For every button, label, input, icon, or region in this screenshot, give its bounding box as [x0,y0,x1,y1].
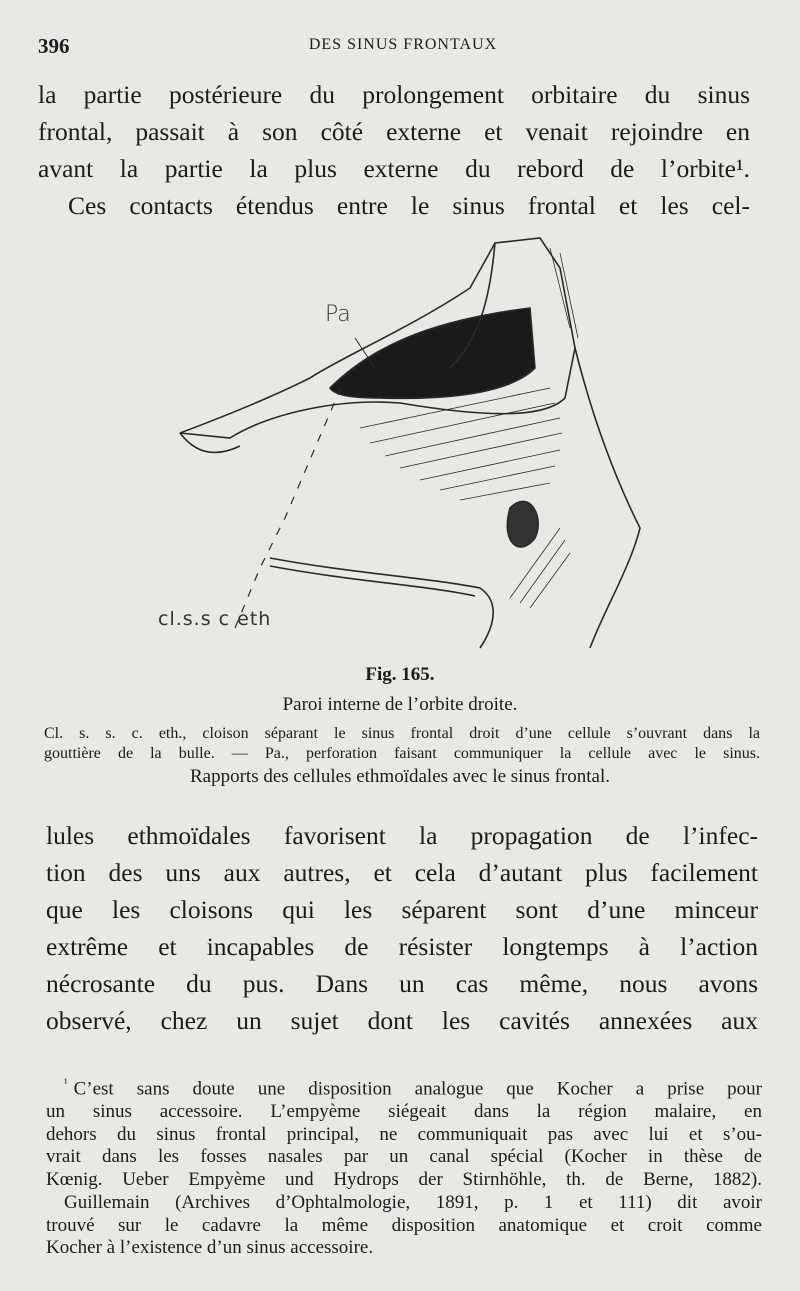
text-line: tion des uns aux autres, et cela d’autant plus facilement [46,858,758,887]
text-line: Ces contacts étendus entre le sinus frontal et les cel- [68,191,750,220]
text-line: observé, chez un sujet dont les cavités annexées aux [46,1006,758,1035]
footnote-text: C’est sans doute une disposition analogue que Kocher a prise pour [73,1078,762,1100]
text-line: lules ethmoïdales favorisent la propagation de l’infec- [46,821,758,850]
footnote-line: trouvé sur le cadavre la même disposition anatomique et croit comme [46,1214,762,1236]
figure-subtitle: Rapports des cellules ethmoïdales avec le sinus frontal. [190,766,610,787]
anatomical-figure [150,228,650,658]
footnote-line: Kocher à l’existence d’un sinus accessoire. [46,1237,374,1259]
footnote-line: Kœnig. Ueber Empyème und Hydrops der Stirnhöhle, th. de Berne, 1882). [46,1169,762,1191]
figure-legend [44,724,760,764]
text-line: avant la partie la plus externe du rebord de l’orbite¹. [38,154,750,183]
footnote-line: dehors du sinus frontal principal, ne communiquait pas avec lui et s’ou- [46,1123,762,1145]
footnote-line [46,1072,762,1101]
footnote-line: un sinus accessoire. L’empyème siégeait dans la région malaire, en [46,1101,762,1123]
text-line: la partie postérieure du prolongement orbitaire du sinus [38,80,750,109]
bottom-paragraph [46,817,758,1039]
footnote [46,1072,762,1260]
footnote-line: Guillemain (Archives d’Ophtalmologie, 1891, p. 1 et 111) dit avoir [64,1191,762,1213]
figure-label-cl: cl.s.s c eth [158,608,272,630]
figure-title: Paroi interne de l’orbite droite. [282,694,518,715]
text-line: nécrosante du pus. Dans un cas même, nous avons [46,969,758,998]
top-paragraph [38,76,750,224]
legend-line: gouttière de la bulle. — Pa., perforation faisant communiquer la cellule avec le sinus. [44,745,760,762]
text-line: frontal, passait à son côté externe et venait rejoindre en [38,117,750,146]
text-line: que les cloisons qui les séparent sont d’une minceur [46,895,758,924]
legend-line: Cl. s. s. c. eth., cloison séparant le sinus frontal droit d’une cellule s’ouvrant dans la [44,725,760,742]
footnote-mark: ¹ [64,1076,68,1090]
orbit-illustration [150,228,650,658]
text-line: extrême et incapables de résister longtemps à l’action [46,932,758,961]
figure-number: Fig. 165. [365,664,435,685]
running-head [38,34,768,60]
figure-label-pa: Pa [325,302,351,327]
footnote-line: vrait dans les fosses nasales par un canal spécial (Kocher in thèse de [46,1146,762,1168]
page-number: 396 [38,34,70,58]
running-title: DES SINUS FRONTAUX [308,36,498,53]
